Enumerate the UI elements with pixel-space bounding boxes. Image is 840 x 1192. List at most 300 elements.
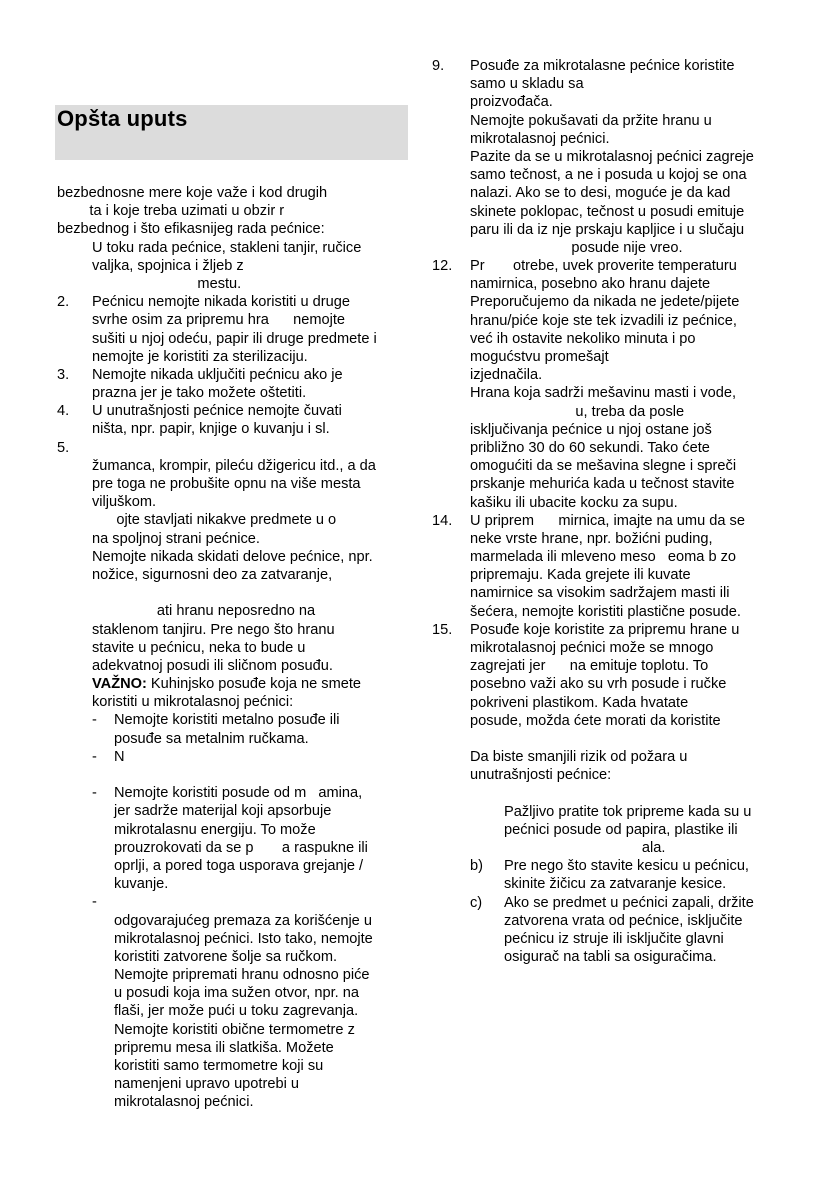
- line-body: [432, 766, 787, 784]
- line-body: [432, 584, 787, 602]
- item-number: 2.: [57, 294, 70, 311]
- left-text-line: [57, 784, 409, 802]
- line-body: [432, 421, 787, 439]
- left-text-line: [57, 693, 409, 711]
- left-text-line: [57, 293, 409, 311]
- line-text: staklenom tanjiru. Pre nego što hranu: [92, 621, 335, 638]
- line-body: [57, 202, 409, 220]
- line-body: [57, 748, 409, 766]
- line-text: koristiti samo termometre koji su: [114, 1058, 324, 1074]
- line-text: mikrotalasnu energiju. To može: [114, 821, 316, 838]
- right-text-line: [432, 785, 787, 803]
- line-body: [432, 675, 787, 693]
- line-body: [432, 621, 787, 639]
- right-text-line: [432, 239, 787, 257]
- left-text-line: [57, 984, 409, 1002]
- left-text-line: [57, 1039, 409, 1057]
- line-body: [57, 948, 409, 966]
- right-text-line: [432, 548, 787, 566]
- line-text: Da biste smanjili rizik od požara u: [470, 749, 688, 766]
- line-body: [432, 912, 787, 930]
- left-text-line: [57, 584, 409, 602]
- left-text-line: [57, 857, 409, 875]
- left-text-line: [57, 966, 409, 984]
- line-text: Preporučujemo da nikada ne jedete/pijete: [470, 294, 740, 311]
- left-text-line: [57, 566, 409, 584]
- line-text: Posuđe koje koristite za pripremu hrane u: [470, 621, 740, 638]
- line-text: paru ili da iz nje prskaju kapljice i u slučaju: [470, 221, 745, 238]
- section-heading: Opšta uputs: [57, 106, 188, 131]
- item-number: 3.: [57, 366, 70, 383]
- line-body: [57, 457, 409, 475]
- line-body: [57, 293, 409, 311]
- right-text-line: [432, 803, 787, 821]
- right-text-line: [432, 93, 787, 111]
- line-text: hranu/piće koje ste tek izvadili iz pećnice,: [470, 312, 737, 329]
- line-body: [432, 457, 787, 475]
- item-number: 5.: [57, 439, 70, 456]
- right-text-line: [432, 530, 787, 548]
- line-text: kašiku ili ubacite kocku za supu.: [470, 494, 678, 511]
- line-body: [432, 694, 787, 712]
- line-text: omogućiti da se mešavina slegne i spreči: [470, 458, 737, 475]
- line-body: [57, 675, 409, 693]
- line-text: adekvatnoj posudi ili sličnom posuđu.: [92, 657, 333, 674]
- line-text: Nemojte koristiti obične termometre z: [114, 1021, 355, 1038]
- left-text-line: [57, 602, 409, 620]
- line-text: izjednačila.: [470, 367, 543, 384]
- line-body: [432, 366, 787, 384]
- right-text-line: [432, 293, 787, 311]
- line-body: [57, 1057, 409, 1075]
- right-text-line: [432, 603, 787, 621]
- line-body: [57, 220, 409, 238]
- right-text-line: [432, 494, 787, 512]
- line-body: [432, 148, 787, 166]
- left-text-line: [57, 802, 409, 820]
- line-text: mikrotalasnoj pećnici.: [114, 1094, 254, 1111]
- left-text-line: [57, 457, 409, 475]
- line-text: mikrotalasnoj pećnici može se mnogo: [470, 640, 714, 656]
- line-body: [57, 330, 409, 348]
- line-text: mestu.: [92, 275, 242, 292]
- line-text: kuvanje.: [114, 876, 169, 893]
- line-body: [57, 693, 409, 711]
- line-body: [432, 530, 787, 548]
- left-text-line: [57, 1021, 409, 1039]
- left-text-line: [57, 257, 409, 275]
- left-text-line: [57, 893, 409, 911]
- line-text: ala.: [504, 840, 666, 857]
- line-text: skinete poklopac, tečnost u posudi emituje: [470, 203, 745, 220]
- left-text-line: [57, 202, 409, 220]
- line-body: [432, 184, 787, 202]
- line-body: [57, 366, 409, 384]
- line-text: osigurač na tabli sa osiguračima.: [504, 949, 717, 966]
- left-text-line: [57, 730, 409, 748]
- line-body: [432, 948, 787, 966]
- right-text-line: [432, 130, 787, 148]
- line-text: posude, možda ćete morati da koristite: [470, 712, 721, 729]
- line-text: mikrotalasnoj pećnici.: [470, 130, 610, 147]
- line-text: u posudi koja ima sužen otvor, npr. na: [114, 985, 360, 1002]
- line-text: bezbednosne mere koje važe i kod drugih: [57, 185, 328, 201]
- line-body: [432, 857, 787, 875]
- line-text: mikrotalasnoj pećnici. Isto tako, nemojte: [114, 930, 373, 947]
- line-text: flaši, jer može pući u toku zagrevanja.: [114, 1003, 359, 1020]
- line-body: [432, 803, 787, 821]
- line-text: zagrejati jer na emituje toplotu. To: [470, 658, 709, 675]
- line-text: Ako se predmet u pećnici zapali, držite: [504, 894, 754, 911]
- line-text: isključivanja pećnice u njoj ostane još: [470, 421, 712, 438]
- right-text-line: [432, 694, 787, 712]
- line-body: [57, 275, 409, 293]
- line-body: [432, 130, 787, 148]
- line-text: viljuškom.: [92, 494, 157, 511]
- line-body: [57, 621, 409, 639]
- line-body: [57, 912, 409, 930]
- line-body: [432, 512, 787, 530]
- left-text-line: [57, 711, 409, 729]
- line-text: pećnicu iz struje ili isključite glavni: [504, 931, 724, 947]
- line-text: neke vrste hrane, npr. božićni puding,: [470, 530, 713, 547]
- line-text: Hrana koja sadrži mešavinu masti i vode,: [470, 385, 737, 402]
- line-body: [57, 475, 409, 493]
- right-text-line: [432, 439, 787, 457]
- right-text-line: [432, 166, 787, 184]
- left-text-line: [57, 366, 409, 384]
- line-text: valjka, spojnica i žljeb z: [92, 257, 244, 274]
- item-letter: c): [470, 894, 483, 911]
- line-text: mogućstvu promešajt: [470, 349, 609, 365]
- left-text-line: [57, 1093, 409, 1111]
- right-text-line: [432, 821, 787, 839]
- right-text-line: [432, 657, 787, 675]
- line-text: sušiti u njoj odeću, papir ili druge predmete i: [92, 330, 377, 347]
- line-body: [57, 420, 409, 438]
- line-text: jer sadrže materijal koji apsorbuje: [114, 803, 332, 820]
- left-column: [57, 184, 409, 1112]
- line-text: prouzrokovati da se p a raspukne ili: [114, 839, 368, 856]
- bullet-dash: -: [92, 712, 97, 729]
- line-text: prskanje mehurića kada u tečnost stavite: [470, 476, 735, 493]
- line-body: [57, 984, 409, 1002]
- line-body: [57, 1093, 409, 1111]
- line-body: [57, 602, 409, 620]
- line-body: [57, 348, 409, 366]
- line-body: [432, 875, 787, 893]
- line-body: [57, 711, 409, 729]
- right-text-line: [432, 748, 787, 766]
- left-text-line: [57, 912, 409, 930]
- line-body: [432, 712, 787, 730]
- line-text: ništa, npr. papir, knjige o kuvanju i sl.: [92, 421, 330, 438]
- line-text: približno 30 do 60 sekundi. Tako ćete: [470, 439, 710, 456]
- line-text: Pre nego što stavite kesicu u pećnicu,: [504, 858, 749, 875]
- right-text-line: [432, 875, 787, 893]
- right-text-line: [432, 475, 787, 493]
- line-text: Nemojte koristiti posude od m amina,: [114, 785, 363, 802]
- line-text: posebno važi ako su vrh posude i ručke: [470, 676, 727, 693]
- line-body: [57, 311, 409, 329]
- line-body: [432, 748, 787, 766]
- line-body: [57, 511, 409, 529]
- left-text-line: [57, 402, 409, 420]
- line-body: [57, 784, 409, 802]
- line-text: namirnice sa visokim sadržajem masti ili: [470, 585, 730, 602]
- line-text: proizvođača.: [470, 94, 553, 111]
- line-text: namenjeni upravo upotrebi u: [114, 1076, 299, 1093]
- right-text-line: [432, 148, 787, 166]
- item-number: 15.: [432, 621, 453, 638]
- right-text-line: [432, 221, 787, 239]
- line-body: [432, 57, 787, 75]
- left-text-line: [57, 639, 409, 657]
- line-body: [57, 184, 409, 202]
- line-body: [432, 439, 787, 457]
- left-text-line: [57, 839, 409, 857]
- line-text: već ih ostavite nekoliko minuta i po: [470, 330, 696, 347]
- right-text-line: [432, 912, 787, 930]
- line-body: [57, 657, 409, 675]
- line-text: nemojte je koristiti za sterilizaciju.: [92, 348, 308, 365]
- line-text: Nemojte pripremati hranu odnosno piće: [114, 967, 370, 984]
- line-text: posude nije vreo.: [470, 239, 683, 256]
- left-text-line: [57, 621, 409, 639]
- line-body: [57, 730, 409, 748]
- item-number: 14.: [432, 512, 453, 529]
- line-text: žumanca, krompir, pileću džigericu itd., a da: [92, 457, 376, 474]
- line-body: [432, 639, 787, 657]
- line-body: [57, 493, 409, 511]
- line-text: na spoljnoj strani pećnice.: [92, 530, 260, 547]
- bullet-dash: -: [92, 748, 97, 765]
- left-text-line: [57, 930, 409, 948]
- line-body: [57, 566, 409, 584]
- line-text: oprlji, a pored toga usporava grejanje /: [114, 857, 364, 874]
- line-body: [432, 839, 787, 857]
- right-text-line: [432, 839, 787, 857]
- line-body: [432, 166, 787, 184]
- line-text: skinite žičicu za zatvaranje kesice.: [504, 876, 727, 893]
- left-text-line: [57, 275, 409, 293]
- left-text-line: [57, 311, 409, 329]
- line-body: [57, 1075, 409, 1093]
- line-text: Pazite da se u mikrotalasnoj pećnici zagreje: [470, 148, 754, 165]
- right-text-line: [432, 366, 787, 384]
- left-text-line: [57, 821, 409, 839]
- left-text-line: [57, 948, 409, 966]
- left-text-line: [57, 511, 409, 529]
- line-body: [432, 93, 787, 111]
- left-text-line: [57, 875, 409, 893]
- line-text: Pr otrebe, uvek proverite temperaturu: [470, 258, 737, 275]
- line-body: [57, 639, 409, 657]
- right-column: [432, 57, 787, 966]
- right-text-line: [432, 566, 787, 584]
- right-text-line: [432, 348, 787, 366]
- left-text-line: [57, 184, 409, 202]
- line-text: Posuđe za mikrotalasne pećnice koristite: [470, 58, 735, 74]
- left-text-line: [57, 1002, 409, 1020]
- right-text-line: [432, 203, 787, 221]
- line-text: U unutrašnjosti pećnice nemojte čuvati: [92, 403, 342, 420]
- line-text: koristiti zatvorene šolje sa ručkom.: [114, 948, 338, 965]
- line-body: [57, 402, 409, 420]
- left-text-line: [57, 348, 409, 366]
- left-text-line: [57, 384, 409, 402]
- line-body: [432, 312, 787, 330]
- right-text-line: [432, 894, 787, 912]
- line-text: pripremaju. Kada grejete ili kuvate: [470, 567, 691, 584]
- left-text-line: [57, 420, 409, 438]
- line-text: marmelada ili mleveno meso eoma b zo: [470, 549, 737, 566]
- line-body: [57, 1021, 409, 1039]
- right-text-line: [432, 330, 787, 348]
- line-text: posuđe sa metalnim ručkama.: [114, 730, 309, 747]
- line-body: [432, 548, 787, 566]
- line-body: [432, 566, 787, 584]
- bullet-dash: -: [92, 894, 97, 911]
- line-text: namirnica, posebno ako hranu dajete: [470, 276, 711, 293]
- item-number: 9.: [432, 58, 445, 74]
- right-text-line: [432, 57, 787, 75]
- right-text-line: [432, 512, 787, 530]
- left-text-line: [57, 475, 409, 493]
- line-body: [432, 475, 787, 493]
- line-text: koristiti u mikrotalasnoj pećnici:: [92, 694, 294, 711]
- line-body: [432, 894, 787, 912]
- line-body: [57, 239, 409, 257]
- line-text: nalazi. Ako se to desi, moguće je da kad: [470, 185, 731, 202]
- left-text-line: [57, 657, 409, 675]
- right-text-line: [432, 766, 787, 784]
- line-body: [432, 330, 787, 348]
- line-body: [432, 930, 787, 948]
- line-text: bezbednog i što efikasnijeg rada pećnice:: [57, 221, 325, 238]
- line-text: prazna jer je tako možete oštetiti.: [92, 385, 307, 402]
- right-text-line: [432, 712, 787, 730]
- right-text-line: [432, 421, 787, 439]
- line-body: [432, 821, 787, 839]
- right-text-line: [432, 184, 787, 202]
- left-text-line: [57, 493, 409, 511]
- line-body: [432, 203, 787, 221]
- left-text-line: [57, 439, 409, 457]
- right-text-line: [432, 312, 787, 330]
- line-body: [432, 112, 787, 130]
- line-text: Kuhinjsko posuđe koja ne smete: [146, 676, 362, 693]
- right-text-line: [432, 639, 787, 657]
- line-body: [57, 257, 409, 275]
- line-text: ati hranu neposredno na: [92, 603, 316, 620]
- line-text: pripremu mesa ili slatkiša. Možete: [114, 1039, 334, 1056]
- line-text: U toku rada pećnice, stakleni tanjir, ručice: [92, 239, 362, 256]
- right-text-line: [432, 730, 787, 748]
- line-body: [57, 1002, 409, 1020]
- line-text: pre toga ne probušite opnu na više mesta: [92, 476, 361, 492]
- line-body: [57, 802, 409, 820]
- line-body: [432, 75, 787, 93]
- line-text: u, treba da posle: [470, 403, 685, 420]
- line-text: stavite u pećnicu, neka to bude u: [92, 639, 306, 656]
- line-body: [57, 966, 409, 984]
- line-text: ta i koje treba uzimati u obzir r: [57, 203, 285, 220]
- line-body: [57, 821, 409, 839]
- left-text-line: [57, 239, 409, 257]
- line-text: samo u skladu sa: [470, 76, 584, 93]
- line-body: [432, 275, 787, 293]
- right-text-line: [432, 112, 787, 130]
- right-text-line: [432, 384, 787, 402]
- line-text: odgovarajućeg premaza za korišćenje u: [114, 912, 372, 929]
- line-text: Pažljivo pratite tok pripreme kada su u: [504, 803, 752, 820]
- right-text-line: [432, 275, 787, 293]
- right-text-line: [432, 621, 787, 639]
- line-text: svrhe osim za pripremu hra nemojte: [92, 312, 346, 329]
- line-body: [57, 530, 409, 548]
- left-text-line: [57, 1057, 409, 1075]
- line-body: [432, 221, 787, 239]
- left-text-line: [57, 330, 409, 348]
- line-text: pokriveni plastikom. Kada hvatate: [470, 694, 689, 711]
- line-text: ojte stavljati nikakve predmete u o: [92, 512, 337, 529]
- line-text: zatvorena vrata od pećnice, isključite: [504, 912, 743, 929]
- left-text-line: [57, 766, 409, 784]
- line-text: unutrašnjosti pećnice:: [470, 767, 612, 784]
- right-text-line: [432, 257, 787, 275]
- line-body: [57, 384, 409, 402]
- line-body: [432, 384, 787, 402]
- line-body: [57, 548, 409, 566]
- left-text-line: [57, 530, 409, 548]
- line-body: [432, 293, 787, 311]
- item-number: 4.: [57, 403, 70, 420]
- line-body: [432, 257, 787, 275]
- left-text-line: [57, 1075, 409, 1093]
- left-text-line: [57, 548, 409, 566]
- line-text: pećnici posude od papira, plastike ili: [504, 821, 738, 838]
- line-text: šećera, nemojte koristiti plastične posude.: [470, 603, 741, 620]
- left-text-line: [57, 675, 409, 693]
- line-text: N: [114, 748, 125, 765]
- line-body: [57, 1039, 409, 1057]
- line-body: [57, 930, 409, 948]
- line-text: Nemojte koristiti metalno posuđe ili: [114, 712, 340, 729]
- line-body: [432, 657, 787, 675]
- right-text-line: [432, 857, 787, 875]
- right-text-line: [432, 75, 787, 93]
- right-text-line: [432, 457, 787, 475]
- right-text-line: [432, 584, 787, 602]
- line-body: [432, 403, 787, 421]
- line-text: samo tečnost, a ne i posuda u kojoj se ona: [470, 167, 747, 184]
- line-text: Nemojte nikada skidati delove pećnice, npr.: [92, 548, 373, 565]
- right-text-line: [432, 930, 787, 948]
- left-text-line: [57, 220, 409, 238]
- line-text: nožice, sigurnosni deo za zatvaranje,: [92, 566, 333, 583]
- right-text-line: [432, 403, 787, 421]
- line-body: [432, 239, 787, 257]
- line-body: [57, 875, 409, 893]
- line-body: [432, 494, 787, 512]
- item-number: 12.: [432, 258, 453, 275]
- line-body: [57, 857, 409, 875]
- line-body: [432, 348, 787, 366]
- emphasis-label: VAŽNO:: [92, 676, 147, 693]
- right-text-line: [432, 675, 787, 693]
- right-text-line: [432, 948, 787, 966]
